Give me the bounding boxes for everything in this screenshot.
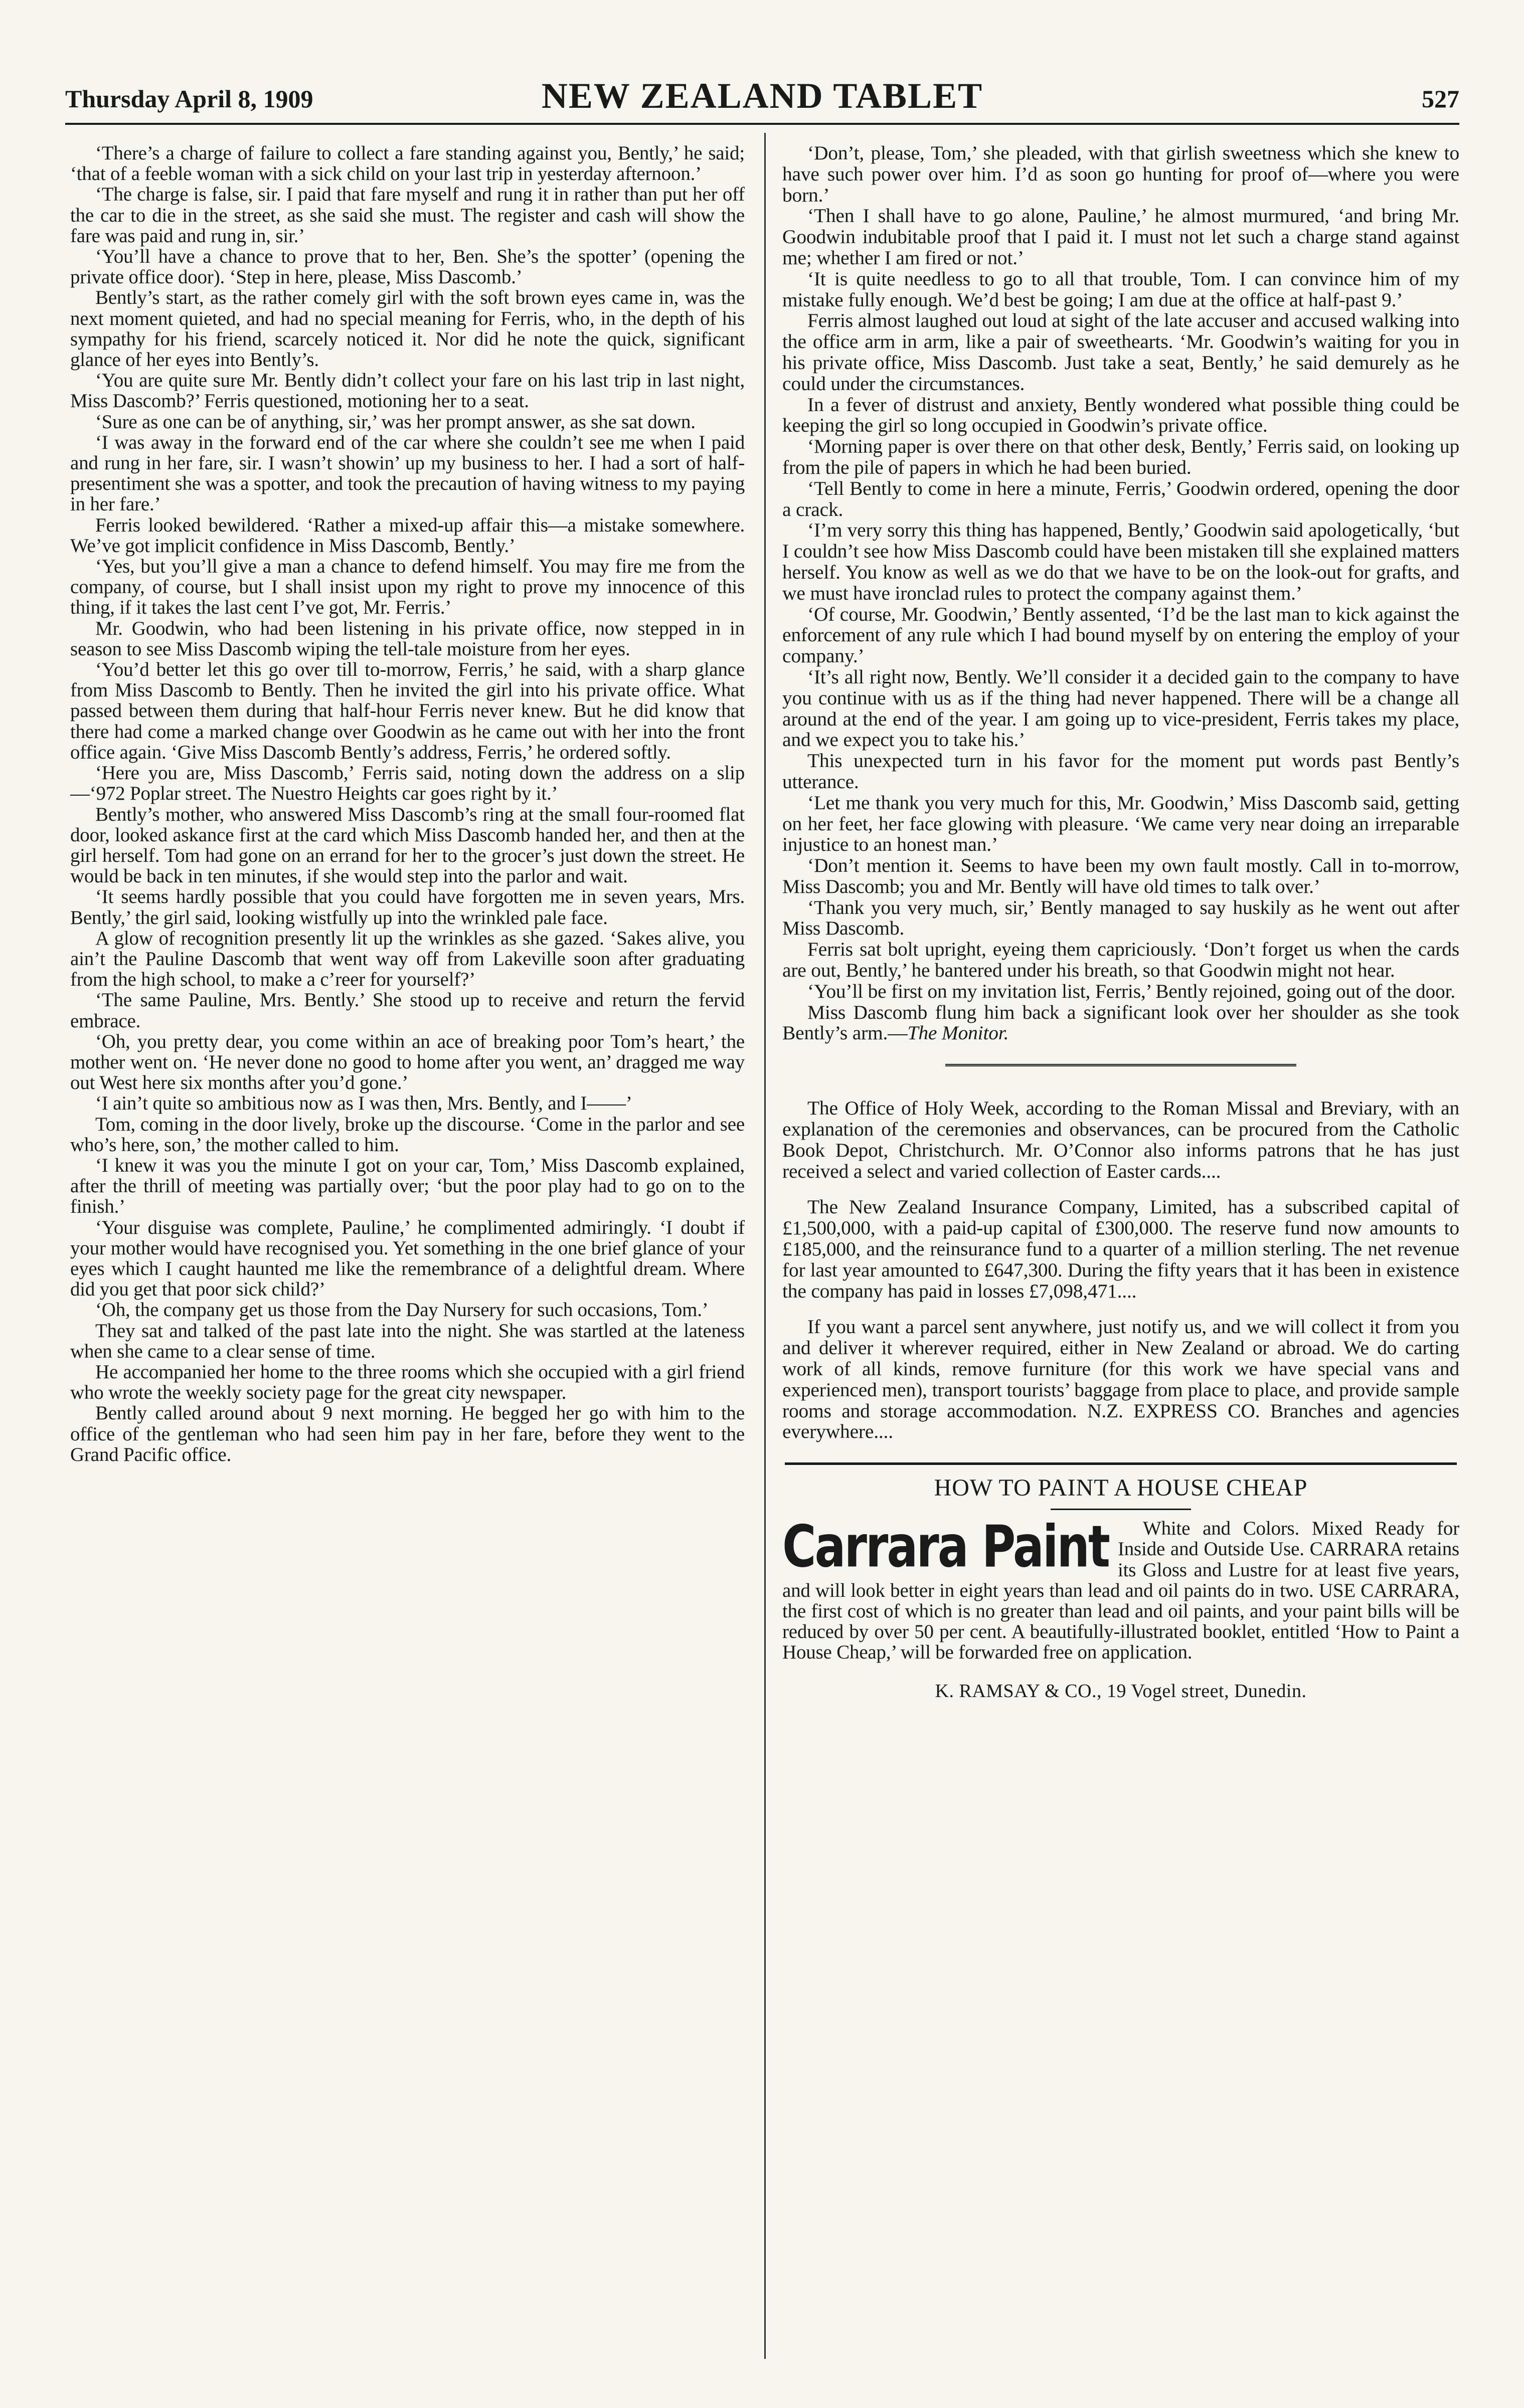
page-number: 527 — [1422, 85, 1459, 113]
section-separator — [945, 1064, 1296, 1068]
story-paragraph: ‘It’s all right now, Bently. We’ll consider it a decided gain to the company to have you continue with us as if the thing had never happened. There will be a change all around at the end of the year. I am going up to vice-president, Ferris takes my place, and we expect you to take his.’ — [782, 665, 1459, 751]
story-paragraph: ‘Thank you very much, sir,’ Bently managed to say huskily as he went out after Miss Dascomb. — [782, 896, 1459, 940]
header-date: Thursday April 8, 1909 — [65, 85, 313, 113]
story-paragraph: In a fever of distrust and anxiety, Bently wondered what possible thing could be keeping the girl so long occupied in Goodwin’s private office. — [782, 393, 1459, 437]
story-paragraph: ‘Here you are, Miss Dascomb,’ Ferris said, noting down the address on a slip—‘972 Poplar street. The Nuestro Heights car goes right by it.’ — [70, 762, 745, 805]
story-paragraph: ‘Then I shall have to go alone, Pauline,’ he almost murmured, ‘and bring Mr. Goodwin indubitable proof that I paid it. I must not let such a charge stand against me; whether I am fired or not.’ — [782, 205, 1459, 269]
news-notes — [782, 1098, 1459, 1442]
story-paragraph: ‘You are quite sure Mr. Bently didn’t collect your fare on his last trip in last night, Miss Dascomb?’ Ferris questioned, motioning her to a seat. — [70, 369, 745, 412]
story-paragraph: Bently’s start, as the rather comely girl with the soft brown eyes came in, was the next moment quieted, and had no special meaning for Ferris, who, in the depth of his sympathy for his friend, scarcely noticed it. Nor did he note the quick, significant glance of her eyes into Bently’s. — [70, 287, 745, 371]
story-paragraph: Ferris almost laughed out loud at sight of the late accuser and accused walking into the office arm in arm, like a pair of sweethearts. ‘Mr. Goodwin’s waiting for you in his private office, Miss Dascomb. Just take a seat, Bently,’ he said demurely as he could under the circumstances. — [782, 309, 1459, 395]
story-paragraph: He accompanied her home to the three rooms which she occupied with a girl friend who wrote the weekly society page for the great city newspaper. — [70, 1361, 745, 1404]
story-paragraph: ‘You’d better let this go over till to-morrow, Ferris,’ he said, with a sharp glance from Miss Dascomb to Bently. Then he invited the girl into his private office. What passed between them during that half-hour Ferris never knew. But he did know that there had come a marked change over Goodwin as he came out with her into the front office again. ‘Give Miss Dascomb Bently’s address, Ferris,’ he ordered softly. — [70, 659, 745, 763]
story-paragraph: Bently called around about 9 next morning. He begged her go with him to the office of the gentleman who had seen him pay in her fare, before they went to the Grand Pacific office. — [70, 1402, 745, 1465]
story-paragraph: Tom, coming in the door lively, broke up the discourse. ‘Come in the parlor and see who’s here, son,’ the mother called to him. — [70, 1113, 745, 1156]
story-paragraph: ‘You’ll be first on my invitation list, Ferris,’ Bently rejoined, going out of the door. — [807, 980, 1456, 1002]
story-paragraph: ‘I ain’t quite so ambitious now as I was then, Mrs. Bently, and I——’ — [95, 1092, 632, 1115]
story-paragraph: They sat and talked of the past late into the night. She was startled at the lateness when she came to a clear sense of time. — [70, 1320, 745, 1362]
page-header — [65, 75, 1459, 120]
ad-body — [782, 1518, 1459, 1662]
story-paragraph: ‘I knew it was you the minute I got on your car, Tom,’ Miss Dascomb explained, after the thrill of meeting was partially over; ‘but the poor play had to go on to the finish.’ — [70, 1154, 745, 1218]
story-credit: The Monitor. — [907, 1022, 1009, 1044]
column-divider — [764, 133, 766, 2359]
story-paragraph: ‘Oh, you pretty dear, you come within an ace of breaking poor Tom’s heart,’ the mother went on. ‘He never done no good to home after you went, an’ dragged me way out West here six months after you’d gone.’ — [70, 1030, 745, 1094]
story-paragraph: ‘Sure as one can be of anything, sir,’ was her prompt answer, as she sat down. — [95, 411, 696, 433]
ad-address: K. RAMSAY & CO., 19 Vogel street, Dunedin. — [935, 1680, 1307, 1702]
note-paragraph: The Office of Holy Week, according to the Roman Missal and Breviary, with an explanation of the ceremonies and observances, can be procured from the Catholic Book Depot, Christchurch. Mr. O’Connor also informs patrons that he has just received a select and varied collection of Easter cards.... — [782, 1097, 1459, 1182]
story-paragraph: ‘There’s a charge of failure to collect a fare standing against you, Bently,’ he said; ‘that of a feeble woman with a sick child on your last trip in yesterday afternoon.’ — [70, 143, 745, 185]
story-paragraph: ‘Oh, the company get us those from the Day Nursery for such occasions, Tom.’ — [95, 1299, 709, 1321]
story-paragraph: ‘Tell Bently to come in here a minute, Ferris,’ Goodwin ordered, opening the door a crack. — [782, 477, 1459, 520]
story-paragraph: ‘Morning paper is over there on that other desk, Bently,’ Ferris said, on looking up from the pile of papers in which he had been buried. — [782, 435, 1459, 478]
story-paragraph: ‘Yes, but you’ll give a man a chance to defend himself. You may fire me from the company, of course, but I shall insist upon my right to prove my innocence of this thing, if it takes the last cent I’ve got, Mr. Ferris.’ — [70, 555, 745, 619]
ad-top-rule — [785, 1462, 1457, 1465]
story-paragraph: ‘It seems hardly possible that you could have forgotten me in seven years, Mrs. Bently,’ the girl said, looking wistfully up into the wrinkled pale face. — [70, 886, 745, 929]
story-paragraph: ‘The charge is false, sir. I paid that fare myself and rung it in rather than put her off the car to die in the street, as she said she must. The register and cash will show the fare was paid and rung in, sir.’ — [70, 183, 745, 247]
story-paragraph: Ferris sat bolt upright, eyeing them capriciously. ‘Don’t forget us when the cards are out, Bently,’ he bantered under his breath, so that Goodwin might not hear. — [782, 938, 1459, 982]
story-paragraph: ‘Of course, Mr. Goodwin,’ Bently assented, ‘I’d be the last man to kick against the enforcement of any rule which I had bound myself by on entering the employ of your company.’ — [782, 603, 1459, 667]
note-paragraph: If you want a parcel sent anywhere, just notify us, and we will collect it from you and deliver it wherever required, either in New Zealand or abroad. We do carting work of all kinds, remove furniture (for this work we have special vans and experienced men), transport tourists’ baggage from place to place, and provide sample rooms and storage accommodation. N.Z. EXPRESS CO. Branches and agencies everywhere.... — [782, 1316, 1459, 1443]
ad-heading-rule — [1051, 1509, 1191, 1510]
story-paragraph: This unexpected turn in his favor for the moment put words past Bently’s utterance. — [782, 750, 1459, 793]
ad-brand-name: Carrara Paint — [782, 1518, 1109, 1580]
story-paragraph: ‘You’ll have a chance to prove that to her, Ben. She’s the spotter’ (opening the private office door). ‘Step in here, please, Miss Dascomb.’ — [70, 246, 745, 288]
story-paragraph: Mr. Goodwin, who had been listening in his private office, now stepped in in season to see Miss Dascomb wiping the tell-tale moisture from her eyes. — [70, 617, 745, 660]
story-paragraph: Ferris looked bewildered. ‘Rather a mixed-up affair this—a mistake somewhere. We’ve got implicit confidence in Miss Dascomb, Bently.’ — [70, 514, 745, 557]
story-paragraph: ‘Let me thank you very much for this, Mr. Goodwin,’ Miss Dascomb said, getting on her feet, her face glowing with pleasure. ‘We came very near doing an irreparable injustice to an honest man.’ — [782, 791, 1459, 856]
story-closing-text: Miss Dascomb flung him back a significant look over her shoulder as she took Bently’s arm.— — [782, 1001, 1459, 1044]
note-paragraph: The New Zealand Insurance Company, Limited, has a subscribed capital of £1,500,000, with a paid-up capital of £300,000. The reserve fund now amounts to £185,000, and the reinsurance fund to a quarter of a million sterling. The net revenue for last year amounted to £647,300. During the fifty years that it has been in existence the company has paid in losses £7,098,471.... — [782, 1196, 1459, 1302]
story-paragraph: ‘I was away in the forward end of the car where she couldn’t see me when I paid and rung in her fare, sir. I wasn’t showin’ up my business to her. I had a sort of half-presentiment she was a spotter, and took the precaution of having witness to my paying in her fare.’ — [70, 431, 745, 515]
story-paragraph: ‘I’m very sorry this thing has happened, Bently,’ Goodwin said apologetically, ‘but I couldn’t see how Miss Dascomb could have been mistaken till she explained matters herself. You know as well as we do that we have to be on the look-out for grafts, and we must have ironclad rules to protect the company against them.’ — [782, 519, 1459, 604]
paint-advertisement — [782, 1462, 1459, 1702]
story-paragraph: ‘Don’t mention it. Seems to have been my own fault mostly. Call in to-morrow, Miss Dascomb; you and Mr. Bently will have old times to talk over.’ — [782, 854, 1459, 897]
ad-text: White and Colors. Mixed Ready for Inside and Outside Use. CARRARA retains its Gloss and Lustre for at least five years, and will look better in eight years than lead and oil paints do in two. USE CARRARA, the first cost of which is no greater than lead and oil paints, and your paint bills will be reduced by over 50 per cent. A beautifully-illustrated booklet, entitled ‘How to Paint a House Cheap,’ will be forwarded free on application. — [782, 1518, 1459, 1663]
masthead-title: NEW ZEALAND TABLET — [541, 76, 983, 116]
ad-heading: HOW TO PAINT A HOUSE CHEAP — [934, 1474, 1308, 1502]
story-paragraph: ‘Don’t, please, Tom,’ she pleaded, with that girlish sweetness which she knew to have such power over him. I’d as soon go hunting for proof of—where you were born.’ — [782, 143, 1459, 206]
story-closing-paragraph — [782, 1002, 1459, 1044]
story-paragraph: ‘The same Pauline, Mrs. Bently.’ She stood up to receive and return the fervid embrace. — [70, 989, 745, 1032]
left-column — [70, 143, 745, 2354]
story-part-two — [782, 143, 1459, 1044]
right-column — [782, 143, 1459, 2354]
story-part-one — [70, 143, 745, 1465]
header-rule — [65, 123, 1459, 125]
story-paragraph: ‘It is quite needless to go to all that trouble, Tom. I can convince him of my mistake fully enough. We’d best be going; I am due at the office at half-past 9.’ — [782, 267, 1459, 311]
story-paragraph: ‘Your disguise was complete, Pauline,’ he complimented admiringly. ‘I doubt if your mother would have recognised you. Yet something in the one brief glance of your eyes which I caught haunted me like the remembrance of a delightful dream. Where did you get that poor sick child?’ — [70, 1216, 745, 1301]
story-paragraph: A glow of recognition presently lit up the wrinkles as she gazed. ‘Sakes alive, you ain’t the Pauline Dascomb that went way off from Lakeville soon after graduating from the high school, to make a c’reer for yourself?’ — [70, 927, 745, 991]
story-paragraph: Bently’s mother, who answered Miss Dascomb’s ring at the small four-roomed flat door, looked askance first at the card which Miss Dascomb handed her, and then at the girl herself. Tom had gone on an errand for her to the grocer’s just down the street. He would be back in ten minutes, if she would step into the parlor and wait. — [70, 803, 745, 887]
